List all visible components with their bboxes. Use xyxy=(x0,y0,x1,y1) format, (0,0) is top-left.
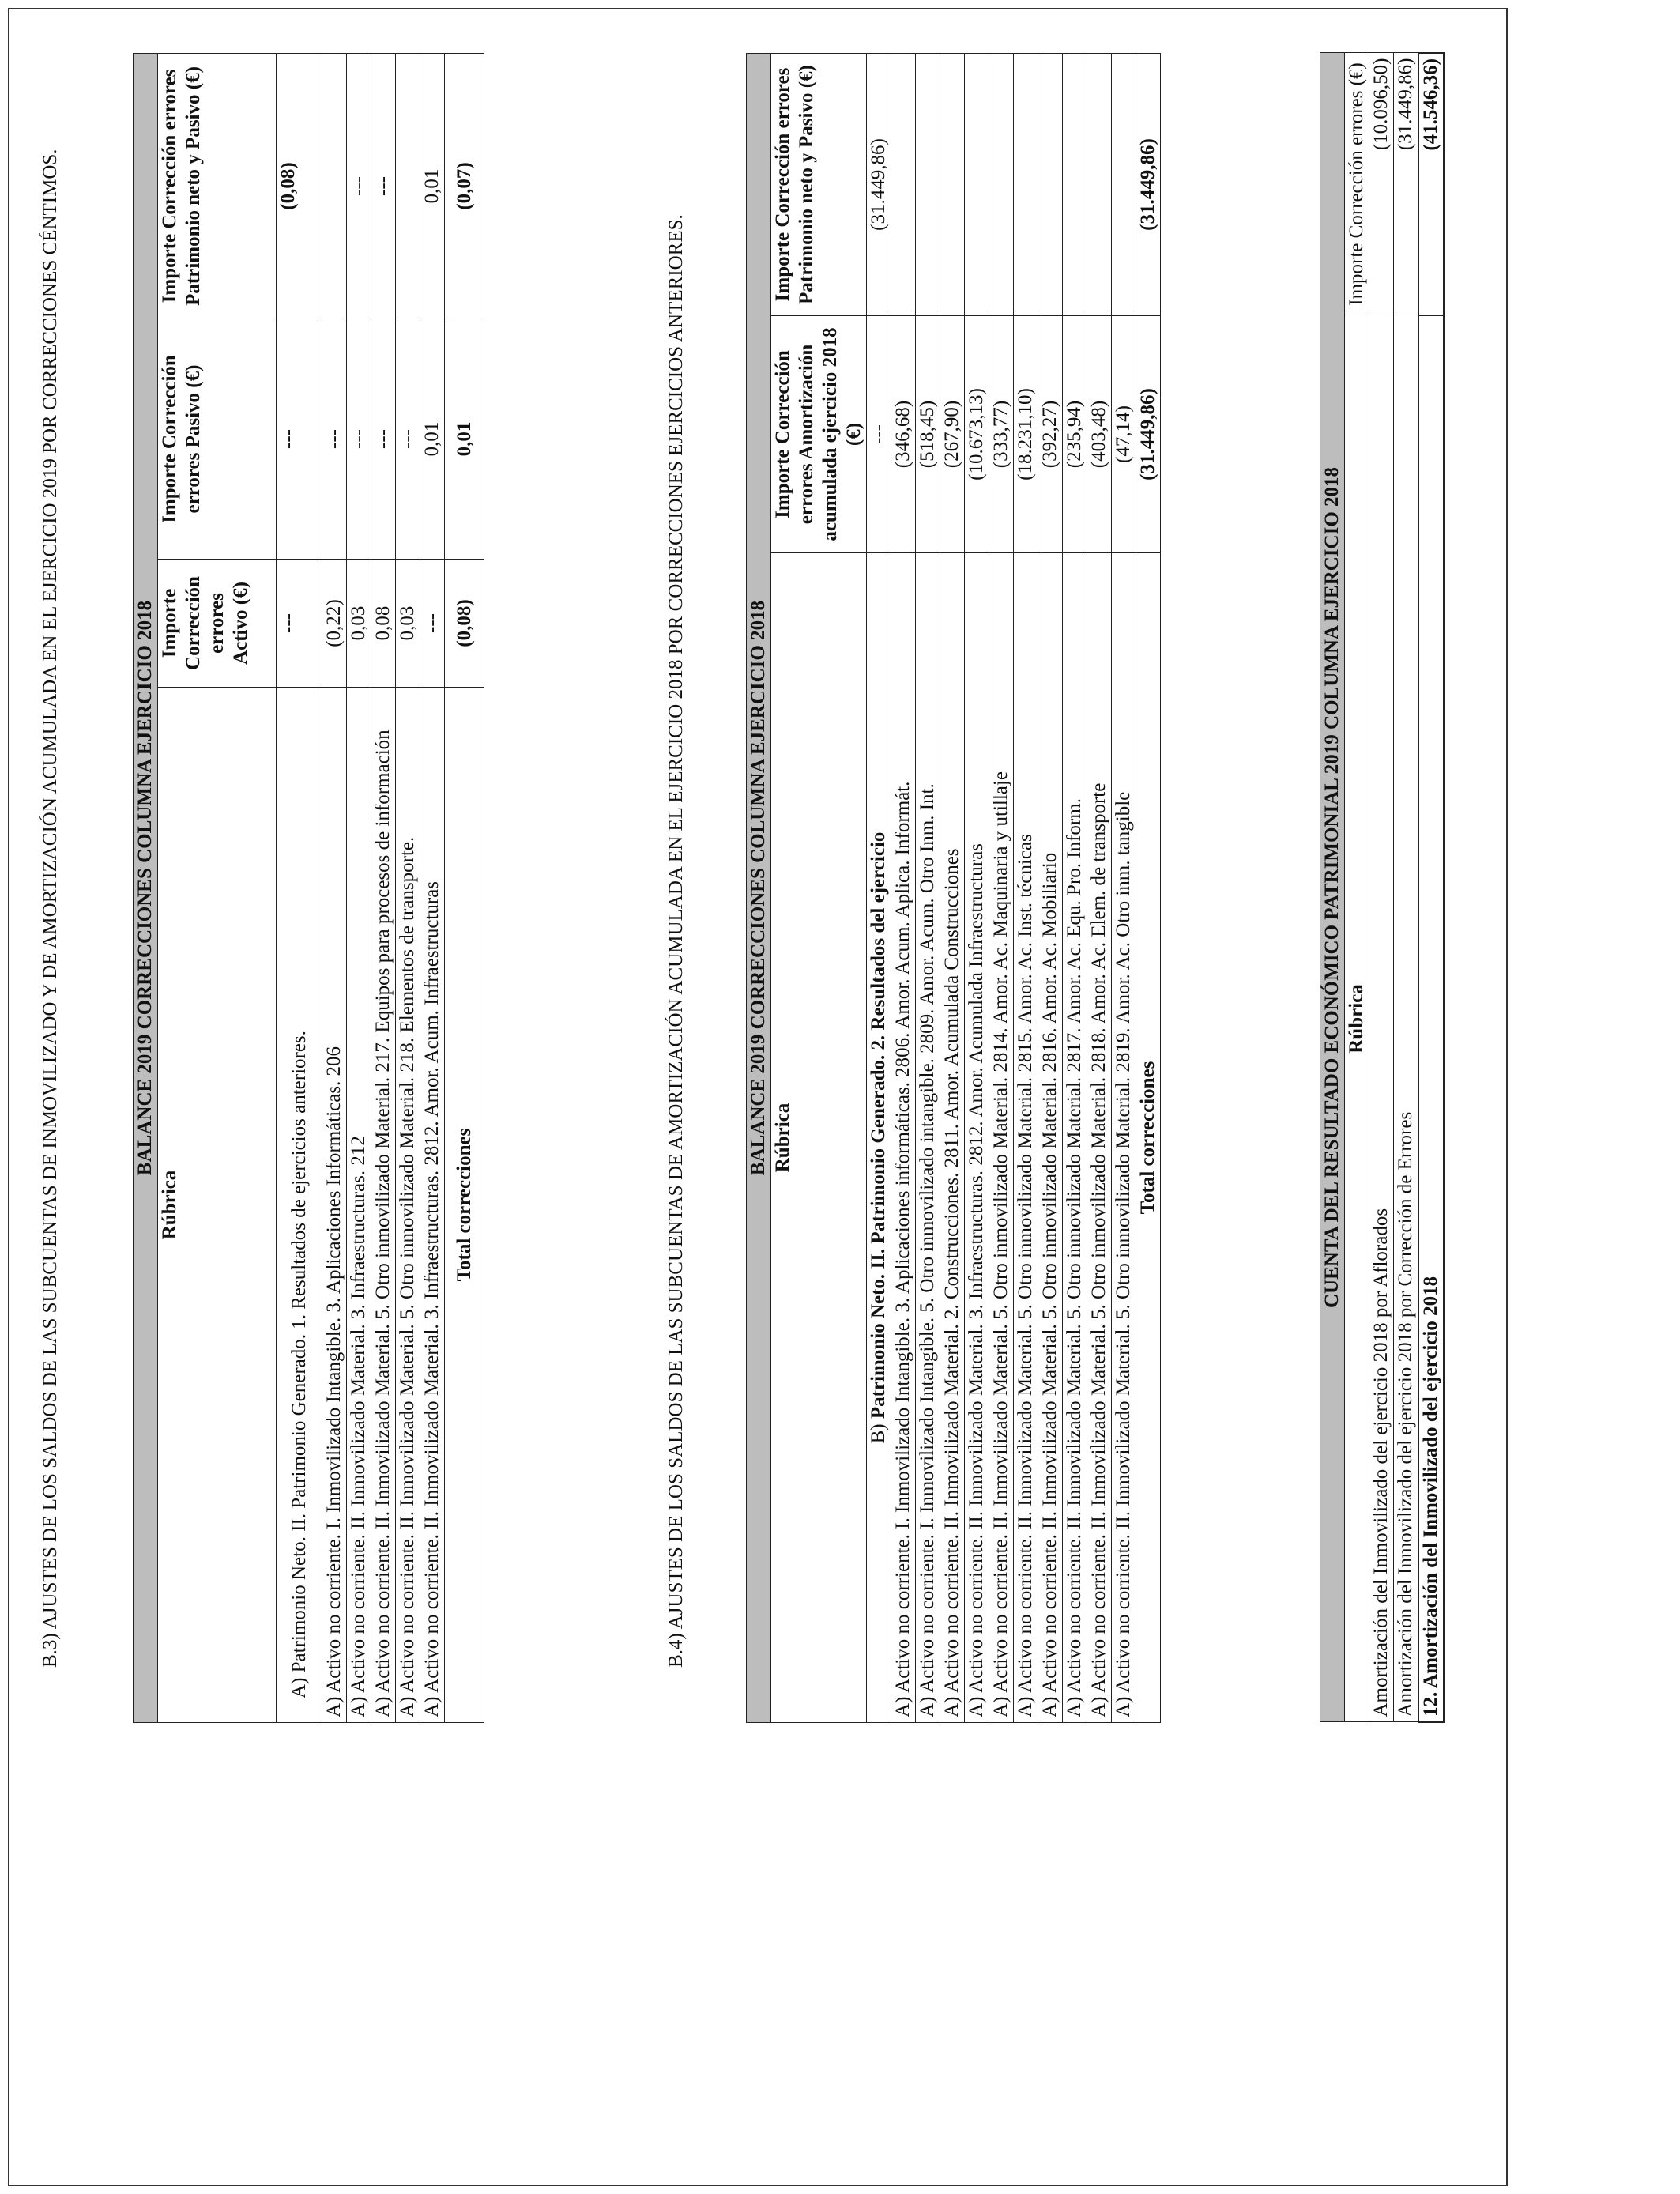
cell-rubrica: A) Activo no corriente. II. Inmovilizado Material. 5. Otro inmovilizado Material. 2814. Amor. Ac. Maquinaria y utillaje xyxy=(989,553,1014,1723)
table-row xyxy=(1063,53,1087,1722)
table-b3-header-pasivo: Importe Corrección errores Pasivo (€) xyxy=(158,319,277,560)
cell-rubrica: A) Activo no corriente. I. Inmovilizado Intangible. 5. Otro inmovilizado intangible. 2809. Amor. Acum. Otro Inm. Int. xyxy=(916,553,940,1723)
table-row xyxy=(396,53,420,1722)
table-cuenta-header-importe: Importe Corrección errores (€) xyxy=(1345,53,1369,315)
cell-rubrica: Amortización del Inmovilizado del ejercicio 2018 por Corrección de Errores xyxy=(1394,315,1419,1722)
cell-activo: (0,22) xyxy=(322,560,347,688)
rubrica-bold-text: Patrimonio Neto. II. Patrimonio Generado. 2. Resultados del ejercicio xyxy=(868,831,889,1419)
table-row xyxy=(891,53,916,1722)
cell-rubrica: A) Activo no corriente. I. Inmovilizado Intangible. 3. Aplicaciones informáticas. 2806. Amor. Acum. Aplica. Informát. xyxy=(891,553,916,1723)
table-row xyxy=(322,53,347,1722)
cell-rubrica: A) Activo no corriente. I. Inmovilizado Intangible. 3. Aplicaciones Informáticas. 206 xyxy=(322,688,347,1723)
table-total-row xyxy=(1136,53,1161,1722)
cell-amort: (18.231,10) xyxy=(1014,316,1038,553)
cell-activo: --- xyxy=(277,560,322,688)
cell-amort: (47,14) xyxy=(1112,316,1136,553)
cell-empty xyxy=(1038,53,1063,315)
table-row xyxy=(965,53,989,1722)
rubrica-prefix: B) xyxy=(868,1419,889,1444)
table-cuenta-resultado xyxy=(1320,52,1445,1723)
cell-rubrica: A) Activo no corriente. II. Inmovilizado Material. 5. Otro inmovilizado Material. 2815. Amor. Ac. Inst. técnicas xyxy=(1014,553,1038,1723)
table-b4-header-rubrica: Rúbrica xyxy=(771,553,867,1723)
cell-patrimonio xyxy=(322,53,347,319)
cell-amort: (333,77) xyxy=(989,316,1014,553)
cell-empty xyxy=(989,53,1014,315)
section-b4-heading: B.4) AJUSTES DE LOS SALDOS DE LAS SUBCUENTAS DE AMORTIZACIÓN ACUMULADA EN EL EJERCICIO 2018 POR CORRECCIONES EJERCICIOS ANTERIORES. xyxy=(665,214,687,1668)
cell-pasivo: --- xyxy=(347,319,371,560)
cell-patrimonio: --- xyxy=(347,53,371,319)
table-b3 xyxy=(133,53,484,1723)
cell-importe: (10.096,50) xyxy=(1369,53,1394,315)
cell-patrimonio: (0,08) xyxy=(277,53,322,319)
cell-rubrica: A) Activo no corriente. II. Inmovilizado Material. 5. Otro inmovilizado Material. 2816. Amor. Ac. Mobiliario xyxy=(1038,553,1063,1723)
cell-empty xyxy=(1063,53,1087,315)
cell-total-patrimonio: (0,07) xyxy=(445,53,484,319)
table-row xyxy=(1369,53,1394,1722)
table-b4 xyxy=(746,53,1161,1723)
cell-pasivo: --- xyxy=(396,319,420,560)
table-b3-header-patrimonio: Importe Corrección errores Patrimonio neto y Pasivo (€) xyxy=(158,53,277,319)
table-row xyxy=(277,53,322,1722)
cell-amort: (267,90) xyxy=(940,316,965,553)
table-row xyxy=(867,53,891,1722)
table-b3-header-rubrica: Rúbrica xyxy=(158,688,277,1723)
cell-total-label: 12. Amortización del Inmovilizado del ejercicio 2018 xyxy=(1418,315,1444,1722)
cell-rubrica: A) Patrimonio Neto. II. Patrimonio Generado. 1. Resultados de ejercicios anteriores. xyxy=(277,688,322,1723)
table-total-row xyxy=(445,53,484,1722)
cell-total-activo: (0,08) xyxy=(445,560,484,688)
cell-empty xyxy=(1112,53,1136,315)
cell-rubrica: A) Activo no corriente. II. Inmovilizado Material. 5. Otro inmovilizado Material. 217. Equipos para procesos de información xyxy=(371,688,396,1723)
cell-amort: (518,45) xyxy=(916,316,940,553)
cell-activo: 0,03 xyxy=(347,560,371,688)
cell-pasivo: 0,01 xyxy=(420,319,445,560)
cell-rubrica: A) Activo no corriente. II. Inmovilizado Material. 5. Otro inmovilizado Material. 218. Elementos de transporte. xyxy=(396,688,420,1723)
cell-patrimonio xyxy=(396,53,420,319)
cell-pasivo: --- xyxy=(371,319,396,560)
cell-importe: (31.449,86) xyxy=(1394,53,1419,315)
table-row xyxy=(371,53,396,1722)
cell-amort: (346,68) xyxy=(891,316,916,553)
table-row xyxy=(347,53,371,1722)
cell-patrimonio: --- xyxy=(371,53,396,319)
cell-rubrica: A) Activo no corriente. II. Inmovilizado Material. 5. Otro inmovilizado Material. 2819. Amor. Ac. Otro inm. tangible xyxy=(1112,553,1136,1723)
cell-amort: (10.673,13) xyxy=(965,316,989,553)
table-cuenta-band: CUENTA DEL RESULTADO ECONÓMICO PATRIMONIAL 2019 COLUMNA EJERCICIO 2018 xyxy=(1320,53,1345,1722)
table-row xyxy=(1112,53,1136,1722)
table-row xyxy=(916,53,940,1722)
table-b3-band: BALANCE 2019 CORRECCIONES COLUMNA EJERCICIO 2018 xyxy=(134,53,158,1722)
table-b4-band: BALANCE 2019 CORRECCIONES COLUMNA EJERCICIO 2018 xyxy=(747,53,771,1722)
table-row xyxy=(1014,53,1038,1722)
cell-rubrica: A) Activo no corriente. II. Inmovilizado Material. 3. Infraestructuras. 2812. Amor. Acumulada Infraestructuras xyxy=(965,553,989,1723)
cell-amort: (235,94) xyxy=(1063,316,1087,553)
cell-empty xyxy=(965,53,989,315)
cell-total-label: Total correcciones xyxy=(1136,553,1161,1723)
table-row xyxy=(1038,53,1063,1722)
table-total-row xyxy=(1418,53,1444,1722)
cell-rubrica: A) Activo no corriente. II. Inmovilizado Material. 2. Construcciones. 2811. Amor. Acumulada Construcciones xyxy=(940,553,965,1723)
cell-amort: --- xyxy=(867,316,891,553)
cell-amort: (392,27) xyxy=(1038,316,1063,553)
rotated-page-content xyxy=(0,32,1486,2166)
cell-pasivo: --- xyxy=(277,319,322,560)
cell-empty xyxy=(940,53,965,315)
cell-total-pasivo: 0,01 xyxy=(445,319,484,560)
cell-empty xyxy=(891,53,916,315)
table-row xyxy=(989,53,1014,1722)
cell-activo: --- xyxy=(420,560,445,688)
cell-empty xyxy=(916,53,940,315)
cell-rubrica: Amortización del Inmovilizado del ejercicio 2018 por Aflorados xyxy=(1369,315,1394,1722)
cell-activo: 0,03 xyxy=(396,560,420,688)
cell-total-importe: (41.546,36) xyxy=(1418,53,1444,315)
cell-patrimonio: (31.449,86) xyxy=(867,53,891,315)
cell-activo: 0,08 xyxy=(371,560,396,688)
table-b4-header-amort: Importe Corrección errores Amortización acumulada ejercicio 2018 (€) xyxy=(771,316,867,553)
cell-rubrica: A) Activo no corriente. II. Inmovilizado Material. 5. Otro inmovilizado Material. 2817. Amor. Ac. Equ. Pro. Inform. xyxy=(1063,553,1087,1723)
cell-rubrica xyxy=(867,553,891,1723)
cell-empty xyxy=(1087,53,1112,315)
table-cuenta-header-rubrica: Rúbrica xyxy=(1345,315,1369,1722)
cell-empty xyxy=(1014,53,1038,315)
table-row xyxy=(1087,53,1112,1722)
table-row xyxy=(420,53,445,1722)
cell-rubrica: A) Activo no corriente. II. Inmovilizado Material. 3. Infraestructuras. 212 xyxy=(347,688,371,1723)
section-b3-heading: B.3) AJUSTES DE LOS SALDOS DE LAS SUBCUENTAS DE INMOVILIZADO Y DE AMORTIZACIÓN ACUMULADA EN EL EJERCICIO 2019 POR CORRECCIONES CÉNTIMOS. xyxy=(40,149,61,1668)
table-b3-header-activo: Importe Corrección errores Activo (€) xyxy=(158,560,277,688)
table-b4-header-patrimonio: Importe Corrección errores Patrimonio neto y Pasivo (€) xyxy=(771,53,867,315)
cell-pasivo: --- xyxy=(322,319,347,560)
cell-patrimonio: 0,01 xyxy=(420,53,445,319)
table-row xyxy=(1394,53,1419,1722)
cell-amort: (403,48) xyxy=(1087,316,1112,553)
cell-total-label: Total correcciones xyxy=(445,688,484,1723)
cell-rubrica: A) Activo no corriente. II. Inmovilizado Material. 5. Otro inmovilizado Material. 2818. Amor. Ac. Elem. de transporte xyxy=(1087,553,1112,1723)
cell-total-patrimonio: (31.449,86) xyxy=(1136,53,1161,315)
cell-rubrica: A) Activo no corriente. II. Inmovilizado Material. 3. Infraestructuras. 2812. Amor. Acum. Infraestructuras xyxy=(420,688,445,1723)
cell-total-amort: (31.449,86) xyxy=(1136,316,1161,553)
table-row xyxy=(940,53,965,1722)
